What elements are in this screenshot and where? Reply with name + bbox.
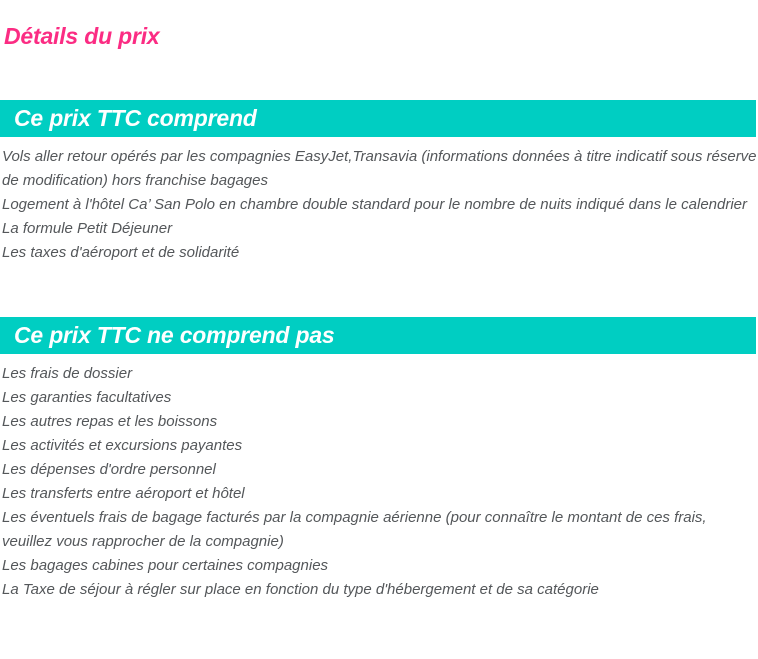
excluded-section: [0, 317, 758, 602]
list-item: Les activités et excursions payantes: [2, 437, 243, 454]
included-section-banner: [0, 100, 756, 137]
included-section-heading: Ce prix TTC comprend: [14, 105, 257, 131]
excluded-items-list: [0, 362, 758, 602]
list-item: Les frais de dossier: [2, 365, 133, 382]
excluded-section-banner: [0, 317, 756, 354]
price-details-page: [0, 24, 758, 659]
list-item: Vols aller retour opérés par les compagnies EasyJet,Transavia (informations données à titre indicatif sous réserve de modification) hors franchise bagages: [2, 148, 757, 189]
list-item: Logement à l'hôtel Ca’ San Polo en chambre double standard pour le nombre de nuits indiqué dans le calendrier: [2, 196, 748, 213]
list-item: La Taxe de séjour à régler sur place en fonction du type d'hébergement et de sa catégorie: [2, 581, 599, 598]
page-title: Détails du prix: [4, 23, 160, 49]
list-item: Les garanties facultatives: [2, 389, 172, 406]
list-item: Les dépenses d'ordre personnel: [2, 461, 216, 478]
list-item: Les transferts entre aéroport et hôtel: [2, 485, 245, 502]
list-item: Les éventuels frais de bagage facturés par la compagnie aérienne (pour connaître le montant de ces frais, veuillez vous rapprocher de la compagnie): [2, 509, 707, 550]
list-item: Les autres repas et les boissons: [2, 413, 218, 430]
list-item: Les taxes d'aéroport et de solidarité: [2, 244, 240, 261]
included-section: [0, 100, 758, 265]
list-item: La formule Petit Déjeuner: [2, 220, 173, 237]
included-items-list: [0, 145, 758, 265]
excluded-section-heading: Ce prix TTC ne comprend pas: [14, 322, 335, 348]
list-item: Les bagages cabines pour certaines compagnies: [2, 557, 329, 574]
